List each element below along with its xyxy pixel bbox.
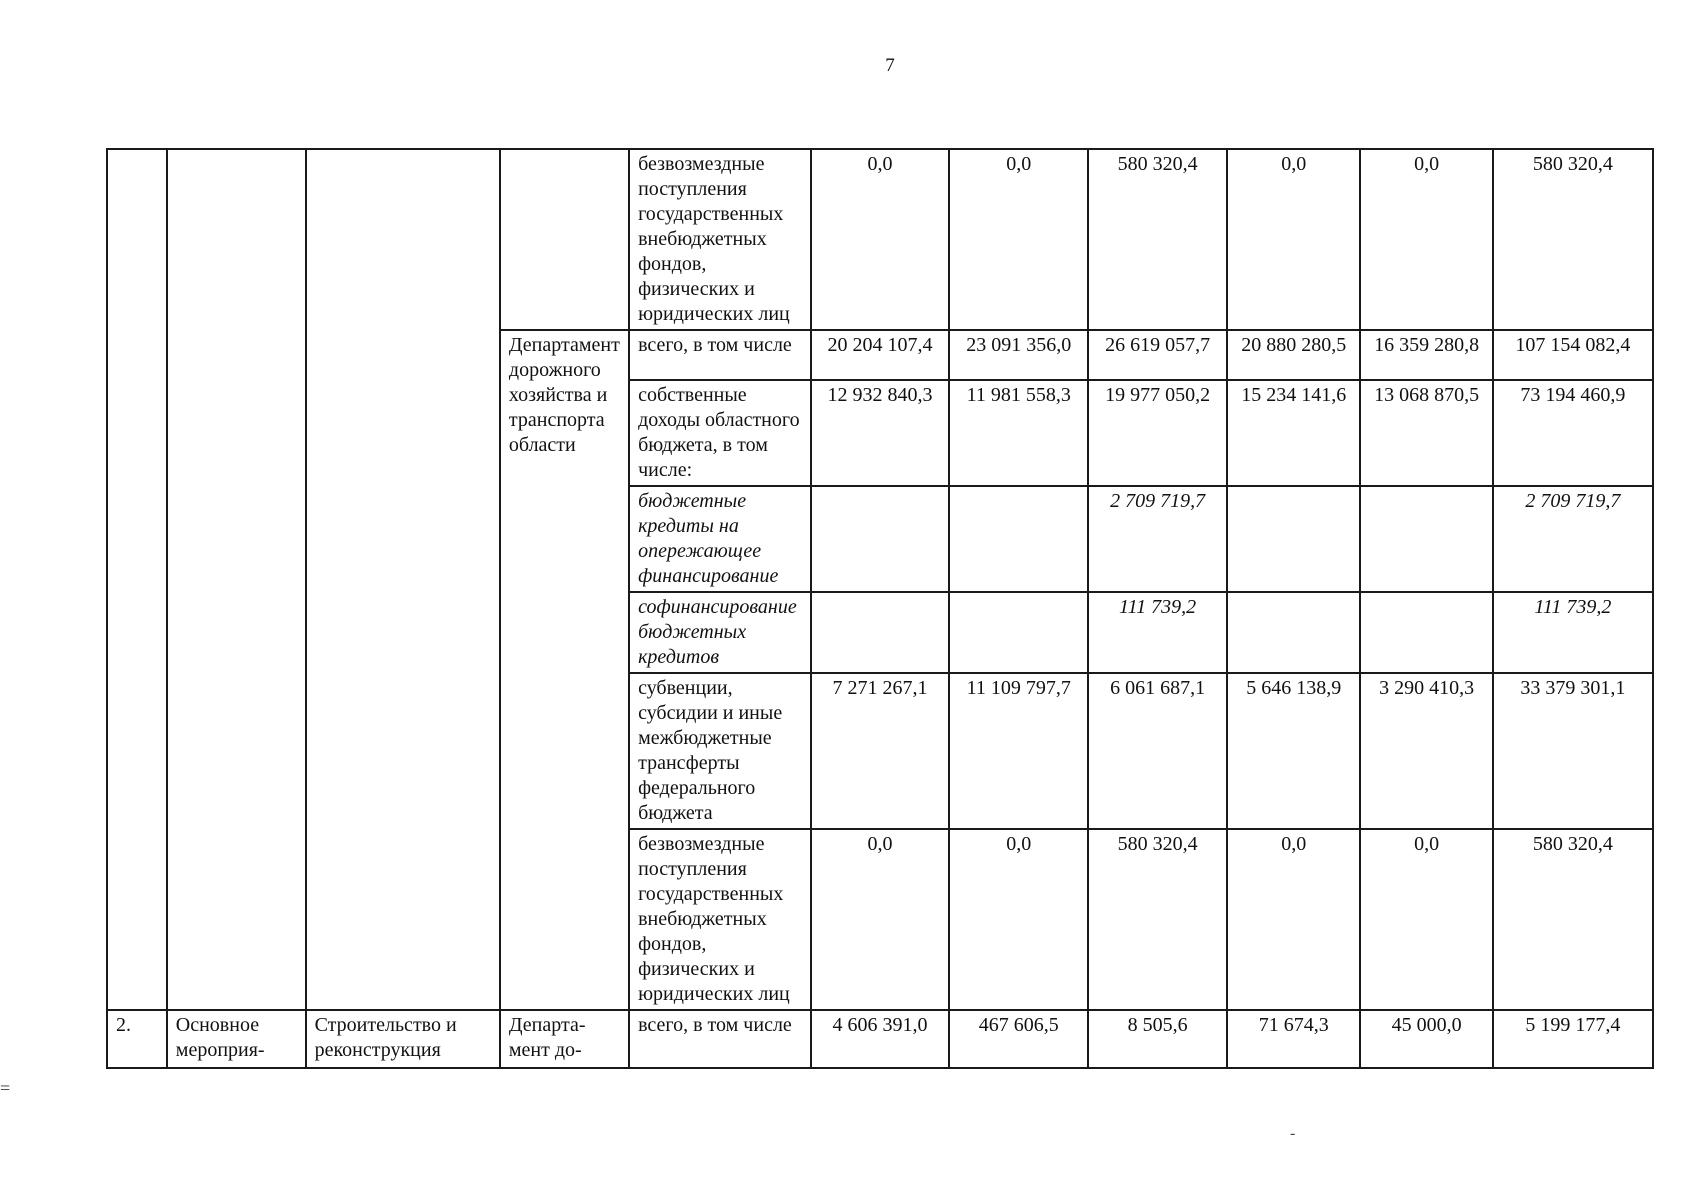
value-cell bbox=[949, 592, 1088, 673]
table-row bbox=[107, 1010, 1653, 1068]
scan-dot: - bbox=[1290, 1125, 1296, 1142]
value-cell: 580 320,4 bbox=[1493, 149, 1653, 330]
funding-source: субвенции, субсидии и иные межбюджетные трансферты федерального бюджета bbox=[629, 673, 811, 829]
value-cell: 0,0 bbox=[1227, 829, 1360, 1010]
page-number: 7 bbox=[885, 55, 895, 76]
value-cell: 0,0 bbox=[811, 149, 950, 330]
value-cell: 580 320,4 bbox=[1088, 149, 1227, 330]
value-cell: 16 359 280,8 bbox=[1360, 330, 1492, 380]
item-name: Основное мероприя- bbox=[167, 1010, 306, 1068]
value-cell bbox=[811, 592, 950, 673]
value-cell: 0,0 bbox=[1227, 149, 1360, 330]
value-cell: 111 739,2 bbox=[1493, 592, 1653, 673]
item-number: 2. bbox=[107, 1010, 167, 1068]
value-cell: 11 109 797,7 bbox=[949, 673, 1088, 829]
value-cell bbox=[1227, 592, 1360, 673]
value-cell: 0,0 bbox=[949, 149, 1088, 330]
funding-source: собственные доходы областного бюджета, в том числе: bbox=[629, 380, 811, 486]
funding-source: безвозмездные поступления государственных внебюджетных фондов, физических и юридических лиц bbox=[629, 829, 811, 1010]
value-cell: 0,0 bbox=[1360, 829, 1492, 1010]
value-cell: 19 977 050,2 bbox=[1088, 380, 1227, 486]
value-cell: 4 606 391,0 bbox=[811, 1010, 950, 1068]
value-cell: 2 709 719,7 bbox=[1493, 486, 1653, 592]
department-cell: Департа- мент до- bbox=[500, 1010, 629, 1068]
value-cell: 23 091 356,0 bbox=[949, 330, 1088, 380]
value-cell: 2 709 719,7 bbox=[1088, 486, 1227, 592]
value-cell: 15 234 141,6 bbox=[1227, 380, 1360, 486]
value-cell: 7 271 267,1 bbox=[811, 673, 950, 829]
value-cell: 11 981 558,3 bbox=[949, 380, 1088, 486]
department-cell: Департамент дорожного хозяйства и транспорта области bbox=[500, 330, 629, 1010]
value-cell: 45 000,0 bbox=[1360, 1010, 1492, 1068]
value-cell: 20 204 107,4 bbox=[811, 330, 950, 380]
value-cell: 8 505,6 bbox=[1088, 1010, 1227, 1068]
cell-department-empty bbox=[500, 149, 629, 330]
value-cell: 26 619 057,7 bbox=[1088, 330, 1227, 380]
value-cell: 580 320,4 bbox=[1088, 829, 1227, 1010]
funding-source: бюджетные кредиты на опережающее финансирование bbox=[629, 486, 811, 592]
value-cell bbox=[1360, 592, 1492, 673]
value-cell: 71 674,3 bbox=[1227, 1010, 1360, 1068]
scan-mark: = bbox=[0, 1078, 11, 1098]
value-cell: 12 932 840,3 bbox=[811, 380, 950, 486]
value-cell: 0,0 bbox=[1360, 149, 1492, 330]
value-cell bbox=[1360, 486, 1492, 592]
value-cell: 5 199 177,4 bbox=[1493, 1010, 1653, 1068]
cell-name-empty bbox=[167, 149, 306, 1010]
value-cell: 107 154 082,4 bbox=[1493, 330, 1653, 380]
value-cell: 467 606,5 bbox=[949, 1010, 1088, 1068]
budget-table bbox=[106, 148, 1654, 1069]
value-cell: 73 194 460,9 bbox=[1493, 380, 1653, 486]
funding-source: всего, в том числе bbox=[629, 1010, 811, 1068]
value-cell: 33 379 301,1 bbox=[1493, 673, 1653, 829]
value-cell: 3 290 410,3 bbox=[1360, 673, 1492, 829]
cell-number-empty bbox=[107, 149, 167, 1010]
value-cell: 111 739,2 bbox=[1088, 592, 1227, 673]
value-cell bbox=[949, 486, 1088, 592]
value-cell bbox=[1227, 486, 1360, 592]
funding-source: софинансирование бюджетных кредитов bbox=[629, 592, 811, 673]
cell-title-empty bbox=[306, 149, 500, 1010]
value-cell: 6 061 687,1 bbox=[1088, 673, 1227, 829]
value-cell: 20 880 280,5 bbox=[1227, 330, 1360, 380]
item-title: Строительство и реконструкция bbox=[306, 1010, 500, 1068]
value-cell: 580 320,4 bbox=[1493, 829, 1653, 1010]
value-cell: 13 068 870,5 bbox=[1360, 380, 1492, 486]
value-cell: 0,0 bbox=[811, 829, 950, 1010]
value-cell: 5 646 138,9 bbox=[1227, 673, 1360, 829]
funding-source: безвозмездные поступления государственных внебюджетных фондов, физических и юридических лиц bbox=[629, 149, 811, 330]
funding-source: всего, в том числе bbox=[629, 330, 811, 380]
value-cell bbox=[811, 486, 950, 592]
value-cell: 0,0 bbox=[949, 829, 1088, 1010]
table-row bbox=[107, 149, 1653, 330]
